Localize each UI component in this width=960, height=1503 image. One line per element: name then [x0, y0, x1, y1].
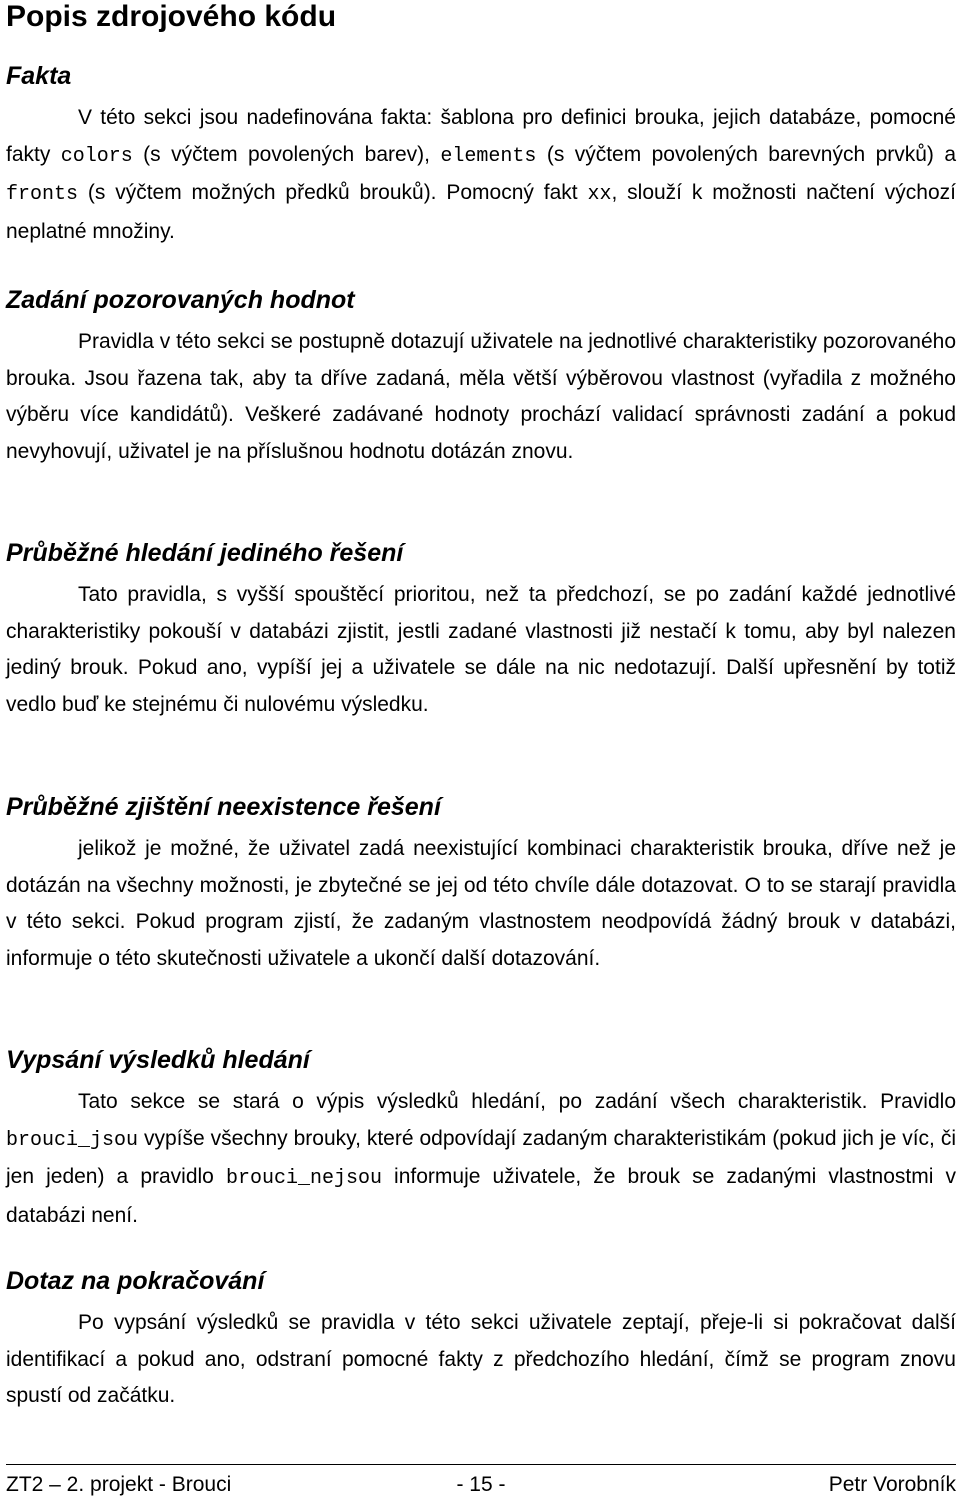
footer-left: ZT2 – 2. projekt - Brouci	[6, 1473, 232, 1496]
section-heading: Průběžné zjištění neexistence řešení	[6, 793, 441, 821]
section-zadani	[6, 284, 956, 470]
section-paragraph: Pravidla v této sekci se postupně dotazují uživatele na jednotlivé charakteristiky pozorovaného brouka. Jsou řazena tak, aby ta dříve zadaná, měla větší výběrovou vlastnost (vyřadila z možného výběru více kandidátů). Veškeré zadávané hodnoty prochází validací správnosti zadání a pokud nevyhovují, uživatel je na příslušnou hodnotu dotázán znovu.	[6, 330, 956, 463]
code-colors: colors	[60, 144, 133, 168]
section-paragraph: V této sekci jsou nadefinována fakta: šablona pro definici brouka, jejich databáze, pomocné fakty colors (s výčtem povolených barev), elements (s výčtem povolených barevných prvků) a fronts (s výčtem možných předků brouků). Pomocný fakt xx, slouží k možnosti načtení výchozí neplatné množiny.	[6, 106, 956, 243]
section-vypsani	[6, 1044, 956, 1234]
section-heading: Vypsání výsledků hledání	[6, 1046, 310, 1074]
code-brouci-nejsou: brouci_nejsou	[225, 1167, 382, 1191]
section-hledani	[6, 537, 956, 723]
footer-page-number: - 15 -	[456, 1473, 506, 1496]
section-neexistence	[6, 791, 956, 977]
code-fronts: fronts	[6, 183, 79, 207]
section-heading: Dotaz na pokračování	[6, 1267, 265, 1295]
code-brouci-jsou: brouci_jsou	[6, 1128, 139, 1152]
section-paragraph: Po vypsání výsledků se pravidla v této sekci uživatele zeptají, přeje-li si pokračovat další identifikací a pokud ano, odstraní pomocné fakty z předchozího hledání, čímž se program znovu spustí od začátku.	[6, 1311, 956, 1408]
code-elements: elements	[440, 144, 537, 168]
section-fakta	[6, 60, 956, 250]
section-heading: Průběžné hledání jediného řešení	[6, 539, 404, 567]
section-heading: Fakta	[6, 62, 72, 90]
section-heading: Zadání pozorovaných hodnot	[6, 286, 355, 314]
page-footer	[6, 1464, 956, 1502]
section-dotaz	[6, 1265, 956, 1415]
section-paragraph: jelikož je možné, že uživatel zadá neexistující kombinaci charakteristik brouka, dříve než je dotázán na všechny možnosti, je zbytečné se jej od této chvíle dále dotazovat. O to se starají pravidla v této sekci. Pokud program zjistí, že zadaným vlastnostem neodpovídá žádný brouk v databázi, informuje o této skutečnosti uživatele a ukončí další dotazování.	[6, 837, 956, 970]
section-paragraph: Tato sekce se stará o výpis výsledků hledání, po zadání všech charakteristik. Pravidlo brouci_jsou vypíše všechny brouky, které odpovídají zadaným charakteristikám (pokud jich je víc, či jen jeden) a pravidlo brouci_nejsou informuje uživatele, že brouk se zadanými vlastnostmi v databázi není.	[6, 1090, 956, 1227]
section-paragraph: Tato pravidla, s vyšší spouštěcí prioritou, než ta předchozí, se po zadání každé jednotlivé charakteristiky pokouší v databázi zjistit, jestli zadané vlastnosti již nestačí k tomu, aby byl nalezen jediný brouk. Pokud ano, vypíší jej a uživatele se dále na nic nedotazují. Další upřesnění by totiž vedlo buď ke stejnému či nulovému výsledku.	[6, 583, 956, 716]
footer-author: Petr Vorobník	[828, 1473, 956, 1496]
code-xx: xx	[587, 183, 612, 207]
page-title: Popis zdrojového kódu	[6, 0, 337, 33]
